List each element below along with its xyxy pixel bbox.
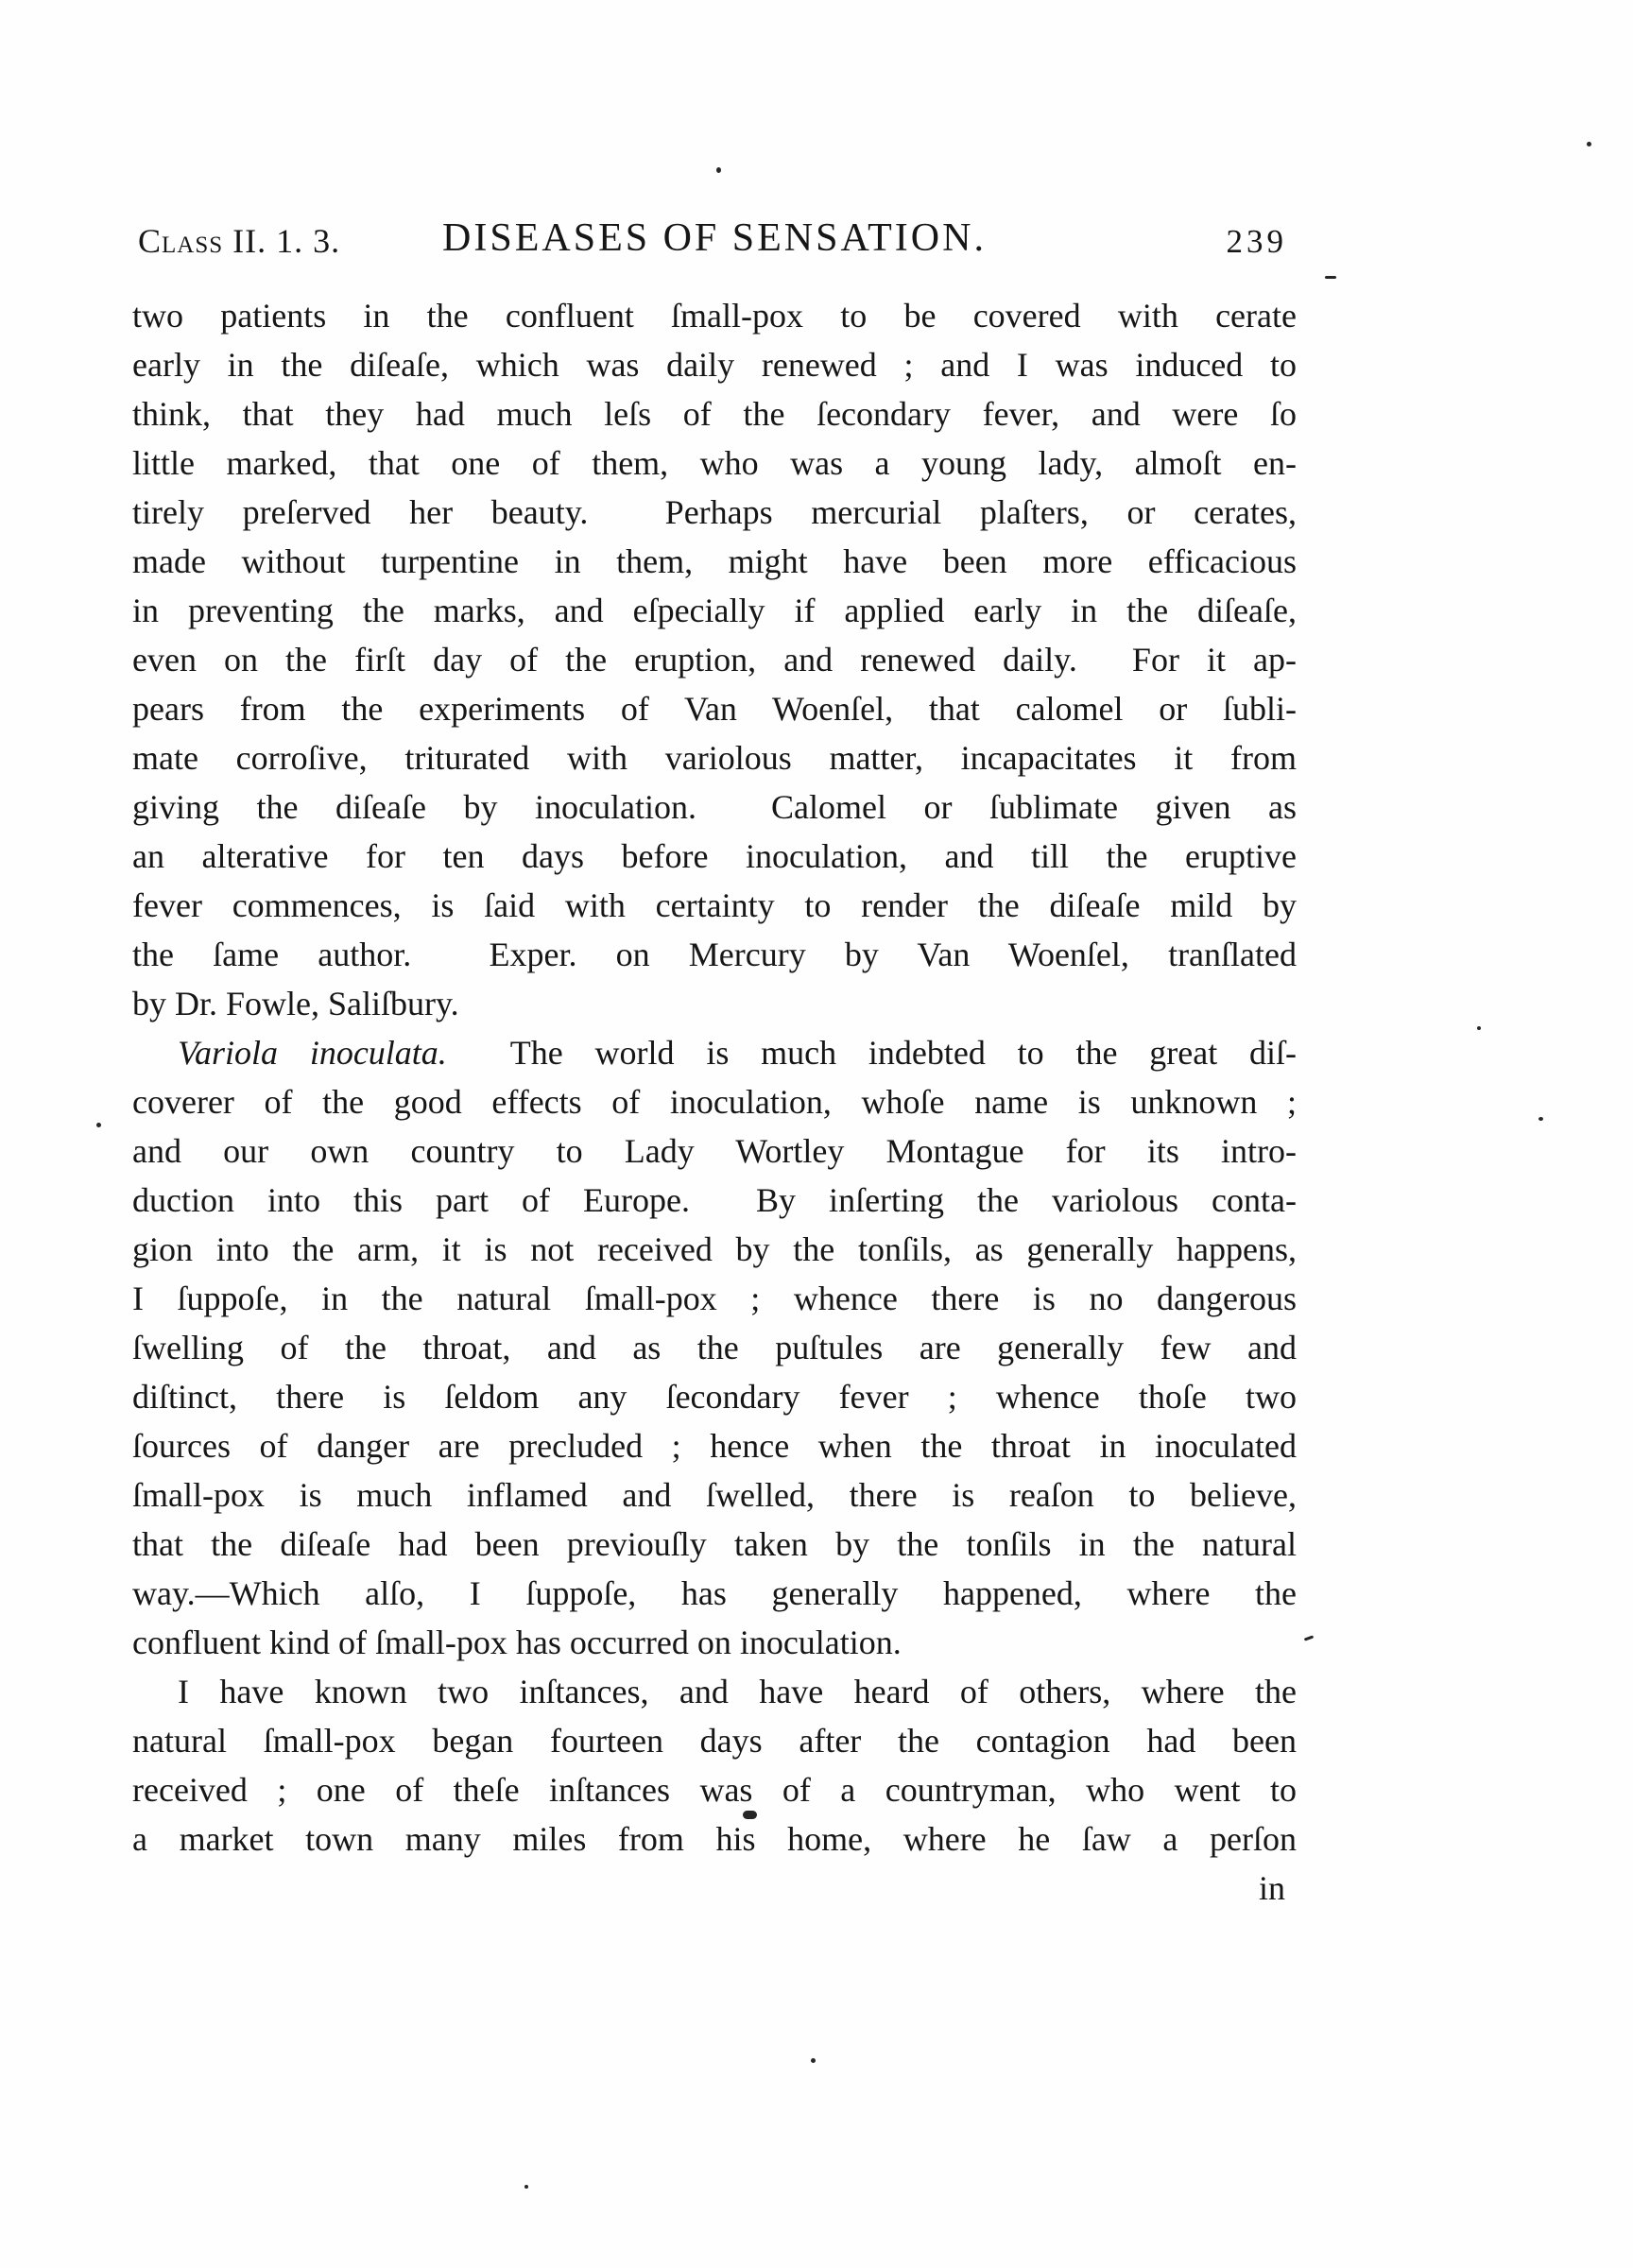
text-line: made without turpentine in them, might have been more efficacious — [132, 542, 1297, 580]
text-line: early in the diſeaſe, which was daily renewed ; and I was induced to — [132, 346, 1297, 384]
text-line: I ſuppoſe, in the natural ſmall-pox ; whence there is no dangerous — [132, 1280, 1297, 1317]
text-line: mate corroſive, triturated with variolous matter, incapacitates it from — [132, 739, 1297, 777]
text-line: duction into this part of Europe. By inſerting the variolous conta- — [132, 1181, 1297, 1219]
text-line: gion into the arm, it is not received by the tonſils, as generally happens, — [132, 1230, 1297, 1268]
ink-speck — [96, 1123, 101, 1127]
text-block — [132, 291, 1297, 1864]
text-line: little marked, that one of them, who was a young lady, almoſt en- — [132, 444, 1297, 482]
ink-speck — [811, 2058, 816, 2063]
ink-speck — [1304, 1635, 1314, 1641]
ink-speck — [716, 167, 721, 173]
italic-lead: Variola inoculata. — [178, 1034, 447, 1072]
page-number: 239 — [1226, 223, 1287, 260]
text-line: that the diſeaſe had been previouſly taken by the tonſils in the natural — [132, 1525, 1297, 1563]
ink-blot — [743, 1811, 757, 1819]
text-line: by Dr. Fowle, Saliſbury. — [132, 985, 459, 1022]
text-line: received ; one of theſe inſtances was of a countryman, who went to — [132, 1771, 1297, 1809]
running-title: DISEASES OF SENSATION. — [442, 216, 987, 260]
text-line: ſwelling of the throat, and as the puſtules are generally few and — [132, 1329, 1297, 1366]
ink-speck — [1477, 1026, 1481, 1030]
text-line: in preventing the marks, and eſpecially if applied early in the diſeaſe, — [132, 592, 1297, 629]
ink-speck — [524, 2185, 528, 2189]
text-line: diſtinct, there is ſeldom any ſecondary fever ; whence thoſe two — [132, 1378, 1297, 1416]
text-line: giving the diſeaſe by inoculation. Calomel or ſublimate given as — [132, 788, 1297, 826]
text-line: fever commences, is ſaid with certainty to render the diſeaſe mild by — [132, 886, 1297, 924]
text-line: natural ſmall-pox began fourteen days after the contagion had been — [132, 1722, 1297, 1760]
text-line: a market town many miles from his home, where he ſaw a perſon — [132, 1820, 1297, 1858]
text-line: coverer of the good effects of inoculation, whoſe name is unknown ; — [132, 1083, 1297, 1121]
text-line: way.—Which alſo, I ſuppoſe, has generally happened, where the — [132, 1574, 1297, 1612]
class-section-label: Class II. 1. 3. — [138, 222, 341, 260]
text-line: think, that they had much leſs of the ſecondary fever, and were ſo — [132, 395, 1297, 433]
page-header — [132, 215, 1297, 268]
ink-speck — [1538, 1117, 1543, 1121]
text-line: pears from the experiments of Van Woenſel, that calomel or ſubli- — [132, 690, 1297, 728]
text-line: tirely preſerved her beauty. Perhaps mercurial plaſters, or cerates, — [132, 493, 1297, 531]
text-line: an alterative for ten days before inoculation, and till the eruptive — [132, 837, 1297, 875]
text-line: and our own country to Lady Wortley Montague for its intro- — [132, 1132, 1297, 1170]
text-line: the ſame author. Exper. on Mercury by Van Woenſel, tranſlated — [132, 936, 1297, 973]
text-line: ſmall-pox is much inflamed and ſwelled, there is reaſon to believe, — [132, 1476, 1297, 1514]
text-line: confluent kind of ſmall-pox has occurred on inoculation. — [132, 1624, 902, 1661]
text-line: even on the firſt day of the eruption, and renewed daily. For it ap- — [132, 641, 1297, 679]
ink-speck — [1587, 142, 1591, 146]
text-line: I have known two inſtances, and have heard of others, where the — [178, 1673, 1297, 1710]
text-line: two patients in the confluent ſmall-pox to be covered with cerate — [132, 297, 1297, 335]
catchword: in — [1258, 1869, 1285, 1907]
text-line: ſources of danger are precluded ; hence when the throat in inoculated — [132, 1427, 1297, 1465]
ink-speck — [1325, 276, 1336, 279]
text-line: Variola inoculata. The world is much indebted to the great diſ- — [178, 1034, 1298, 1072]
